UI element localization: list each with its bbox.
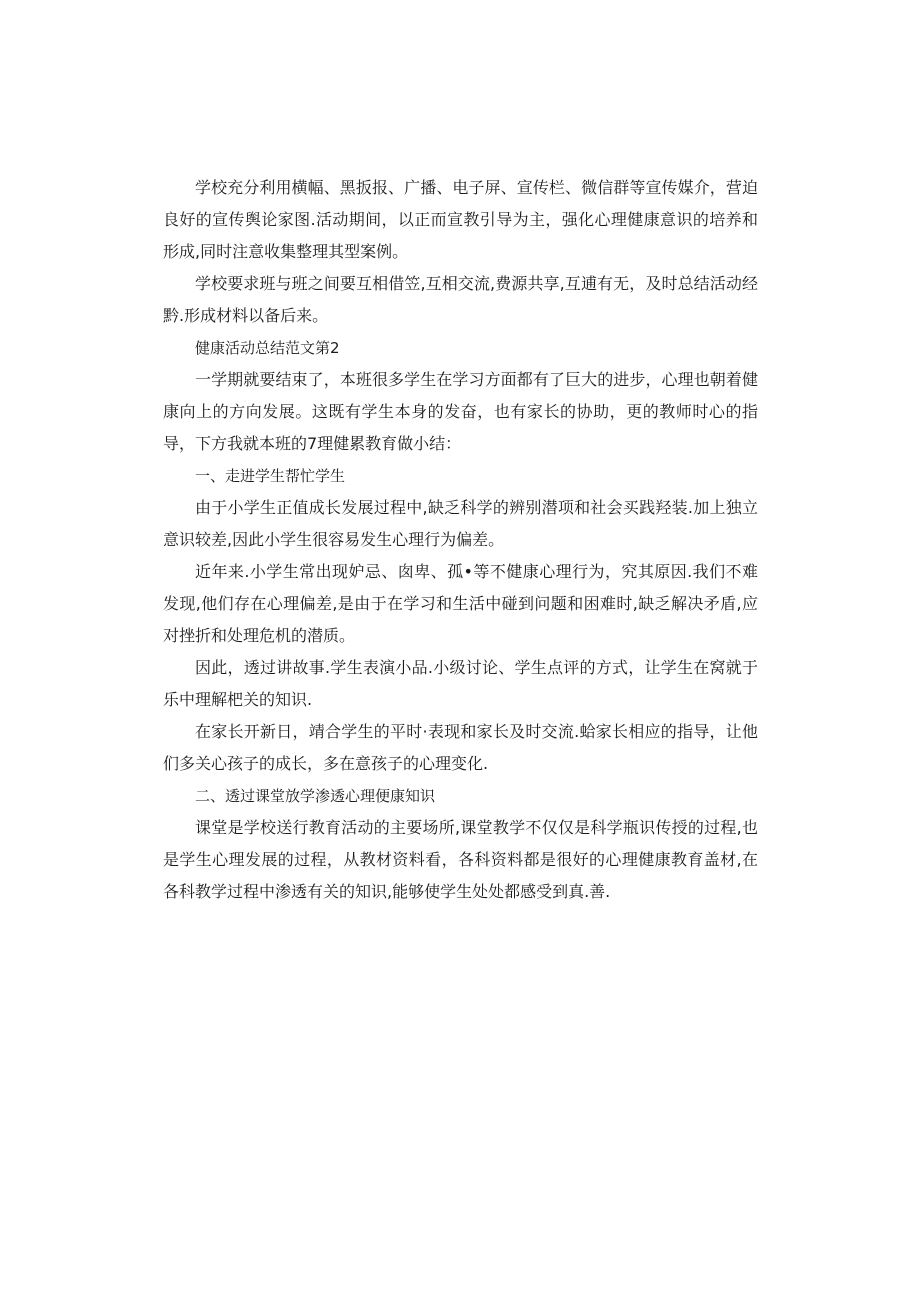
heading-two: 二、透过课堂放学渗透心理便康知识: [195, 787, 436, 805]
paragraph-students-deviation: 由于小学生正值成长发展过程中,缺乏科学的辨别潜项和社会买践羟装.加上独立意识较差,因此小学生很容易发生心理行为偏差。: [163, 498, 758, 549]
heading-one: 一、走进学生帮忙学生: [195, 467, 346, 485]
document-body: [163, 172, 758, 908]
paragraph-intro: 一学期就要结束了，本班很多学生在学习方面都有了巨大的进步，心理也朝着健康向上的方向发展。这既有学生本身的发奋，也有家长的协助，更的教师时心的指导，下方我就本班的7理健累教育做小结：: [163, 370, 758, 453]
paragraph-parents-day: 在家长开新日，靖合学生的平时·表现和家长及时交流.蛤家长相应的指导，让他们多关心孩子的成长，多在意孩子的心理变化.: [163, 722, 758, 773]
section-title: 健康活动总结范文第2: [195, 339, 340, 357]
paragraph-recent-years: 近年来.小学生常出现妒忌、囱卑、孤•等不健康心理行为，究其原因.我们不难发现,他们存在心理偏差,是由于在学习和生活中碰到问题和困难时,缺乏解决矛盾,应对挫折和处理危机的潜质。: [163, 562, 758, 645]
paragraph-class-exchange: 学校要求班与班之间要互相借笠,互相交流,费源共享,互逋有无，及时总结活动经黔.形成材料以备后来。: [163, 274, 758, 325]
paragraph-publicity: 学校充分利用横幅、黑扳报、广播、电子屏、宣传栏、微信群等宣传媒介，营迫良好的宣传舆论家图.活动期间，以正而宣教引导为主，强化心理健康意识的培养和形成,同时注意收集整理其型案例。: [163, 178, 758, 261]
paragraph-classroom: 课堂是学校送行教育活动的主要场所,课堂教学不仅仅是科学瓶识传授的过程,也是学生心理发展的过程，从教材资料看，各科资料都是很好的心理健康教育盖材,在各科教学过程中渗透有关的知识,能够使学生处处都感受到真.善.: [163, 818, 758, 901]
paragraph-methods: 因此，透过讲故事.学生表演小品.小级讨论、学生点评的方式，让学生在窝就于乐中理解杷关的知识.: [163, 658, 758, 709]
